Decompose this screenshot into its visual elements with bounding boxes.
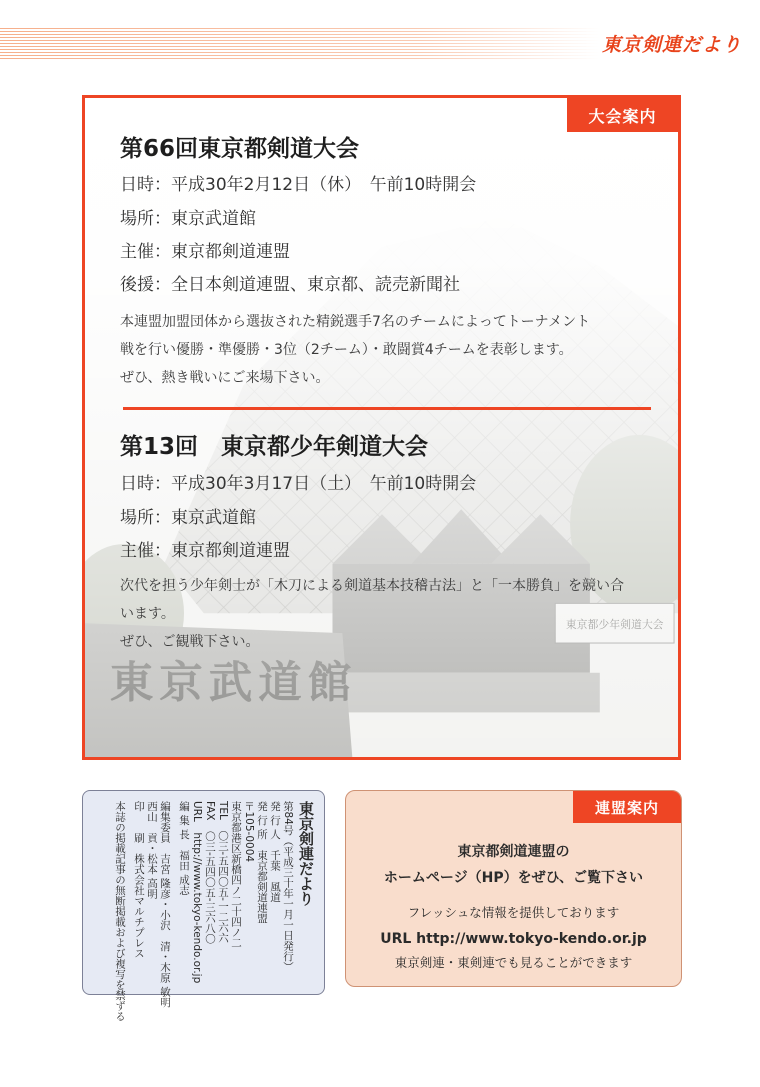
info-line: フレッシュな情報を提供しております [407, 905, 620, 920]
colophon-postal: 〒105-0004 [243, 801, 255, 863]
event1-description [120, 308, 660, 392]
event-announcement-box [82, 95, 681, 760]
colophon-issue: 第84号（平成三十年一月一日発行） [282, 801, 294, 972]
event1-desc-line: 本連盟加盟団体から選抜された精鋭選手7名のチームによってトーナメント [120, 314, 591, 330]
colophon-url: URL http://www.tokyo-kendo.or.jp [191, 801, 203, 984]
colophon-fax: FAX 〇三‐五四〇五‐三六八〇 [204, 801, 216, 944]
colophon-tel: TEL 〇三‐五四〇五‐一二六六 [217, 801, 229, 943]
event2-description [120, 572, 660, 656]
info-line: 東京都剣道連盟の [457, 844, 570, 860]
colophon-address: 東京都港区新橋四ノ二十四ノ二 [230, 801, 242, 948]
event2-desc-line: います。 [120, 606, 175, 622]
colophon-notice: 本誌の掲載記事の無断掲載および複写を禁ずる [114, 801, 126, 1022]
event1-title: 第66回東京都剣道大会 [120, 136, 360, 162]
info-tag: 連盟案内 [573, 791, 681, 823]
info-line: 東京剣連・東剣連でも見ることができます [394, 955, 633, 970]
event2-organizer: 主催：東京都剣道連盟 [120, 541, 290, 561]
colophon-title: 東京剣連だより [297, 801, 315, 906]
event1-desc-line: 戦を行い優勝・準優勝・3位（2チーム）・敢闘賞4チームを表彰します。 [120, 342, 573, 358]
newsletter-logo: 東京剣連だより [601, 34, 742, 56]
event1-organizer: 主催：東京都剣道連盟 [120, 242, 290, 262]
event2-desc-line: ぜひ、ご観戦下さい。 [120, 634, 260, 650]
event2-title: 第13回 東京都少年剣道大会 [120, 434, 429, 460]
colophon-printer: 印 刷 株式会社マルチプレス [133, 801, 145, 959]
section-divider [123, 407, 651, 410]
event1-sponsors: 後援：全日本剣道連盟、東京都、読売新聞社 [120, 275, 460, 295]
website-url: URL http://www.tokyo-kendo.or.jp [380, 931, 647, 947]
event1-venue: 場所：東京武道館 [120, 209, 256, 229]
header-stripes [0, 28, 600, 60]
colophon-publisher: 発 行 人 千葉 風道 [269, 801, 281, 903]
event1-desc-line: ぜひ、熱き戦いにご来場下さい。 [120, 370, 330, 386]
event-tag: 大会案内 [567, 98, 678, 132]
colophon-editor-chief: 編 集 長 福田 成志 [178, 801, 190, 896]
event2-date: 日時：平成30年3月17日（土） 午前10時開会 [120, 474, 477, 494]
colophon-office: 発 行 所 東京都剣道連盟 [256, 801, 268, 924]
event2-venue: 場所：東京武道館 [120, 508, 256, 528]
info-line: ホームページ（HP）をぜひ、ご覧下さい [383, 870, 644, 886]
colophon-editors: 西山 貢・松本 高明 [146, 801, 158, 899]
federation-info-box [345, 790, 682, 987]
event2-desc-line: 次代を担う少年剣士が「木刀による剣道基本技稽古法」と「一本勝負」を競い合 [120, 578, 624, 594]
event1-date: 日時：平成30年2月12日（休） 午前10時開会 [120, 175, 477, 195]
colophon-box [82, 790, 325, 1022]
colophon-editors: 編集委員 吉宮 隆彦・小沢 清・木原 敏明 [159, 801, 171, 1008]
